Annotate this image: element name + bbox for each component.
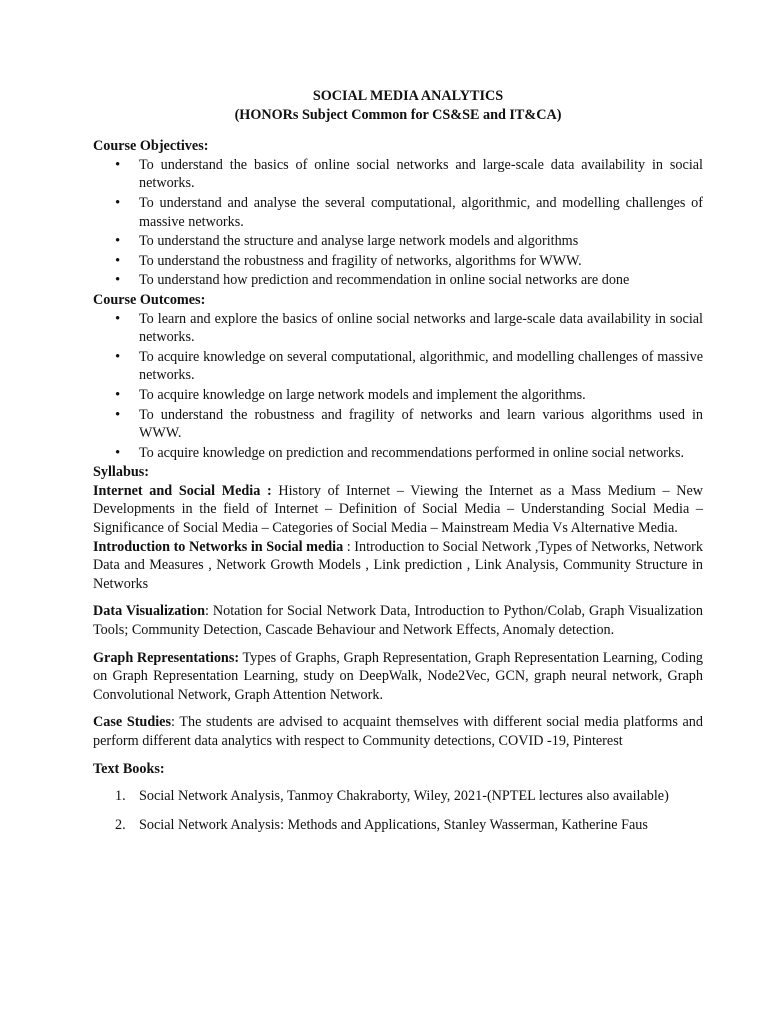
section-lead: Case Studies [93, 714, 171, 731]
section-text: Types of Graphs, Graph Representation, Graph Representation Learning, Coding on Graph Representation Learning, study on DeepWalk, Node2Vec, GCN, graph neural network, Graph Convolutional Network, Graph Attention Network. [93, 649, 704, 703]
list-item: • To learn and explore the basics of online social networks and large-scale data availability in social networks. [139, 310, 703, 347]
list-item [115, 816, 703, 835]
section-lead: Internet and Social Media : [93, 482, 272, 499]
syllabus-section-internet [93, 482, 703, 538]
section-lead: Introduction to Networks in Social media [93, 538, 344, 555]
list-item: • To understand the structure and analyse large network models and algorithms [139, 232, 703, 251]
list-item: • To understand the robustness and fragility of networks, algorithms for WWW. [139, 252, 703, 271]
list-item: • To acquire knowledge on large network models and implement the algorithms. [139, 386, 703, 405]
section-lead: Graph Representations: [93, 649, 240, 666]
list-item: • To acquire knowledge on prediction and recommendations performed in online social networks. [139, 444, 703, 463]
section-lead: Data Visualization [93, 603, 205, 620]
section-text: History of Internet – Viewing the Internet as a Mass Medium – New Developments in the field of Internet – Definition of Social Media – Understanding Social Media – Significance of Social Media – Categories of Social Media – Mainstream Media Vs Alternative Media. [93, 482, 703, 537]
syllabus-section-visualization [93, 602, 703, 639]
item-text: Social Network Analysis: Methods and Applications, Stanley Wasserman, Katherine Faus [139, 816, 648, 833]
objectives-heading: Course Objectives: [93, 138, 209, 155]
textbooks-heading: Text Books: [93, 760, 165, 777]
textbooks-list [93, 787, 703, 834]
list-item: • To understand the robustness and fragility of networks and learn various algorithms used in WWW. [139, 406, 703, 443]
item-number: 2. [115, 816, 126, 833]
item-number: 1. [115, 788, 126, 805]
document-title: SOCIAL MEDIA ANALYTICS [312, 88, 504, 104]
syllabus-section-case-studies [93, 713, 703, 750]
syllabus-heading: Syllabus: [93, 464, 149, 481]
item-text: Social Network Analysis, Tanmoy Chakraborty, Wiley, 2021-(NPTEL lectures also available) [139, 788, 669, 805]
outcomes-list [93, 310, 703, 463]
list-item: • To acquire knowledge on several computational, algorithmic, and modelling challenges of massive networks. [139, 348, 703, 385]
section-text: : The students are advised to acquaint themselves with different social media platforms and perform different data analytics with respect to Community detections, COVID -19, Pinterest [93, 714, 703, 749]
list-item: • To understand the basics of online social networks and large-scale data availability in social networks. [139, 156, 703, 193]
syllabus-section-networks [93, 538, 703, 594]
list-item [115, 787, 703, 806]
objectives-list [93, 156, 703, 290]
section-text: : Notation for Social Network Data, Introduction to Python/Colab, Graph Visualization Tools; Community Detection, Cascade Behaviour and Network Effects, Anomaly detection. [93, 603, 703, 639]
section-text: : Introduction to Social Network ,Types of Networks, Network Data and Measures , Network Growth Models , Link prediction , Link Analysis, Community Structure in Networks [93, 538, 703, 592]
syllabus-section-graphs [93, 649, 703, 705]
list-item: • To understand and analyse the several computational, algorithmic, and modelling challenges of massive networks. [139, 194, 703, 231]
document-subtitle: (HONORs Subject Common for CS&SE and IT&CA) [234, 106, 562, 123]
outcomes-heading: Course Outcomes: [93, 291, 206, 308]
list-item: • To understand how prediction and recommendation in online social networks are done [139, 271, 703, 290]
